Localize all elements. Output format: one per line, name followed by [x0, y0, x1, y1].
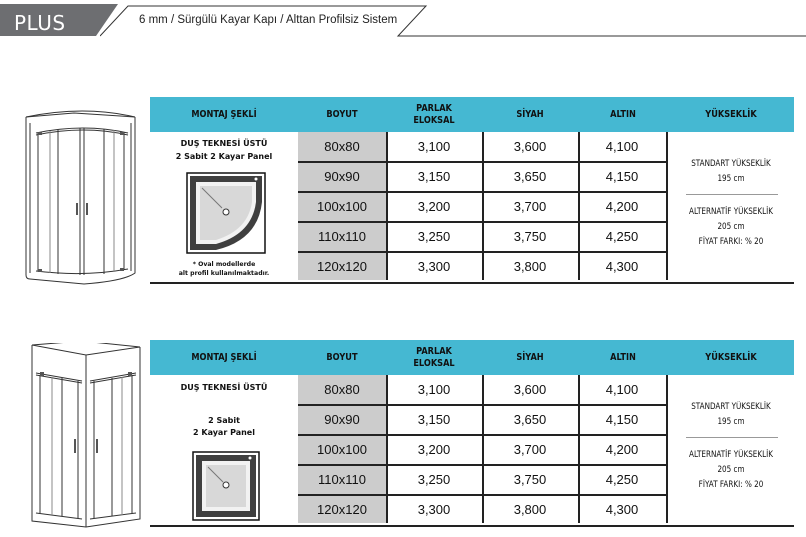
price-siyah: 3,800: [513, 502, 547, 517]
price-altin: 4,300: [605, 502, 639, 517]
montaj-cell: [150, 375, 298, 523]
table-header: [150, 340, 794, 375]
size-cell: 120x120: [317, 259, 367, 274]
price-altin: 4,250: [605, 472, 639, 487]
price-siyah: 3,700: [513, 199, 547, 214]
standard-height-label: STANDART YÜKSEKLİK: [691, 159, 771, 169]
montaj-title: DUŞ TEKNESİ ÜSTÜ: [180, 139, 268, 148]
price-siyah: 3,650: [513, 412, 547, 427]
col-boyut: BOYUT: [326, 351, 358, 363]
price-parlak: 3,100: [417, 139, 451, 154]
price-parlak: 3,200: [417, 199, 451, 214]
montaj-sub: 2 Sabit 2 Kayar Panel: [193, 416, 255, 437]
height-divider: [686, 437, 778, 438]
price-siyah: 3,700: [513, 442, 547, 457]
price-difference: FİYAT FARKI: % 20: [698, 237, 764, 247]
product-image-square: [30, 343, 142, 529]
price-altin: 4,200: [605, 442, 639, 457]
price-altin: 4,100: [605, 139, 639, 154]
tray-quadrant-icon: [186, 172, 266, 259]
col-yukseklik: YÜKSEKLİK: [705, 108, 757, 120]
size-cell: 110x110: [318, 472, 366, 487]
montaj-title: DUŞ TEKNESİ ÜSTÜ: [180, 383, 268, 392]
price-altin: 4,300: [605, 259, 639, 274]
price-parlak: 3,300: [417, 259, 451, 274]
col-montaj: MONTAJ ŞEKLİ: [191, 108, 257, 120]
price-difference: FİYAT FARKI: % 20: [698, 480, 764, 490]
price-parlak: 3,250: [417, 229, 451, 244]
price-siyah: 3,650: [513, 169, 547, 184]
price-siyah: 3,600: [513, 139, 547, 154]
price-parlak: 3,150: [417, 169, 451, 184]
price-altin: 4,150: [605, 169, 639, 184]
col-boyut: BOYUT: [326, 108, 358, 120]
price-siyah: 3,750: [513, 229, 547, 244]
price-siyah: 3,750: [513, 472, 547, 487]
col-montaj: MONTAJ ŞEKLİ: [191, 351, 257, 363]
col-altin: ALTIN: [610, 108, 636, 120]
subtitle: 6 mm / Sürgülü Kayar Kapı / Alttan Profilsiz Sistem: [139, 14, 398, 26]
alt-height-label: ALTERNATİF YÜKSEKLİK: [689, 207, 773, 217]
price-siyah: 3,600: [513, 382, 547, 397]
price-parlak: 3,100: [417, 382, 451, 397]
alt-height-label: ALTERNATİF YÜKSEKLİK: [689, 450, 773, 460]
price-parlak: 3,300: [417, 502, 451, 517]
height-divider: [686, 194, 778, 195]
size-cell: 80x80: [324, 139, 360, 154]
price-parlak: 3,200: [417, 442, 451, 457]
montaj-cell: [150, 132, 298, 280]
size-cell: 90x90: [324, 412, 360, 427]
alt-height-value: 205 cm: [717, 222, 745, 232]
size-cell: 100x100: [317, 199, 367, 214]
size-cell: 110x110: [318, 229, 366, 244]
standard-height-value: 195 cm: [717, 174, 745, 184]
montaj-sub: 2 Sabit 2 Kayar Panel: [175, 152, 273, 161]
price-altin: 4,250: [605, 229, 639, 244]
series-label: PLUS: [14, 11, 66, 35]
col-siyah: SİYAH: [516, 108, 544, 120]
price-altin: 4,200: [605, 199, 639, 214]
price-siyah: 3,800: [513, 259, 547, 274]
standard-height-value: 195 cm: [717, 417, 745, 427]
size-cell: 90x90: [324, 169, 360, 184]
tray-square-icon: [192, 451, 260, 526]
montaj-note: * Oval modellerde alt profil kullanılmaktadır.: [178, 261, 270, 277]
table-body: [150, 132, 794, 284]
col-parlak: PARLAK ELOKSAL: [413, 345, 455, 369]
alt-height-value: 205 cm: [717, 465, 745, 475]
product-image-quadrant: [24, 103, 138, 287]
size-cell: 100x100: [317, 442, 367, 457]
table-body: [150, 375, 794, 527]
col-divider: [666, 132, 668, 280]
size-cell: 80x80: [324, 382, 360, 397]
col-parlak: PARLAK ELOKSAL: [413, 102, 455, 126]
price-parlak: 3,250: [417, 472, 451, 487]
col-altin: ALTIN: [610, 351, 636, 363]
size-cell: 120x120: [317, 502, 367, 517]
col-yukseklik: YÜKSEKLİK: [705, 351, 757, 363]
price-parlak: 3,150: [417, 412, 451, 427]
col-siyah: SİYAH: [516, 351, 544, 363]
price-altin: 4,100: [605, 382, 639, 397]
table-header: [150, 97, 794, 132]
price-altin: 4,150: [605, 412, 639, 427]
col-divider: [666, 375, 668, 523]
standard-height-label: STANDART YÜKSEKLİK: [691, 402, 771, 412]
